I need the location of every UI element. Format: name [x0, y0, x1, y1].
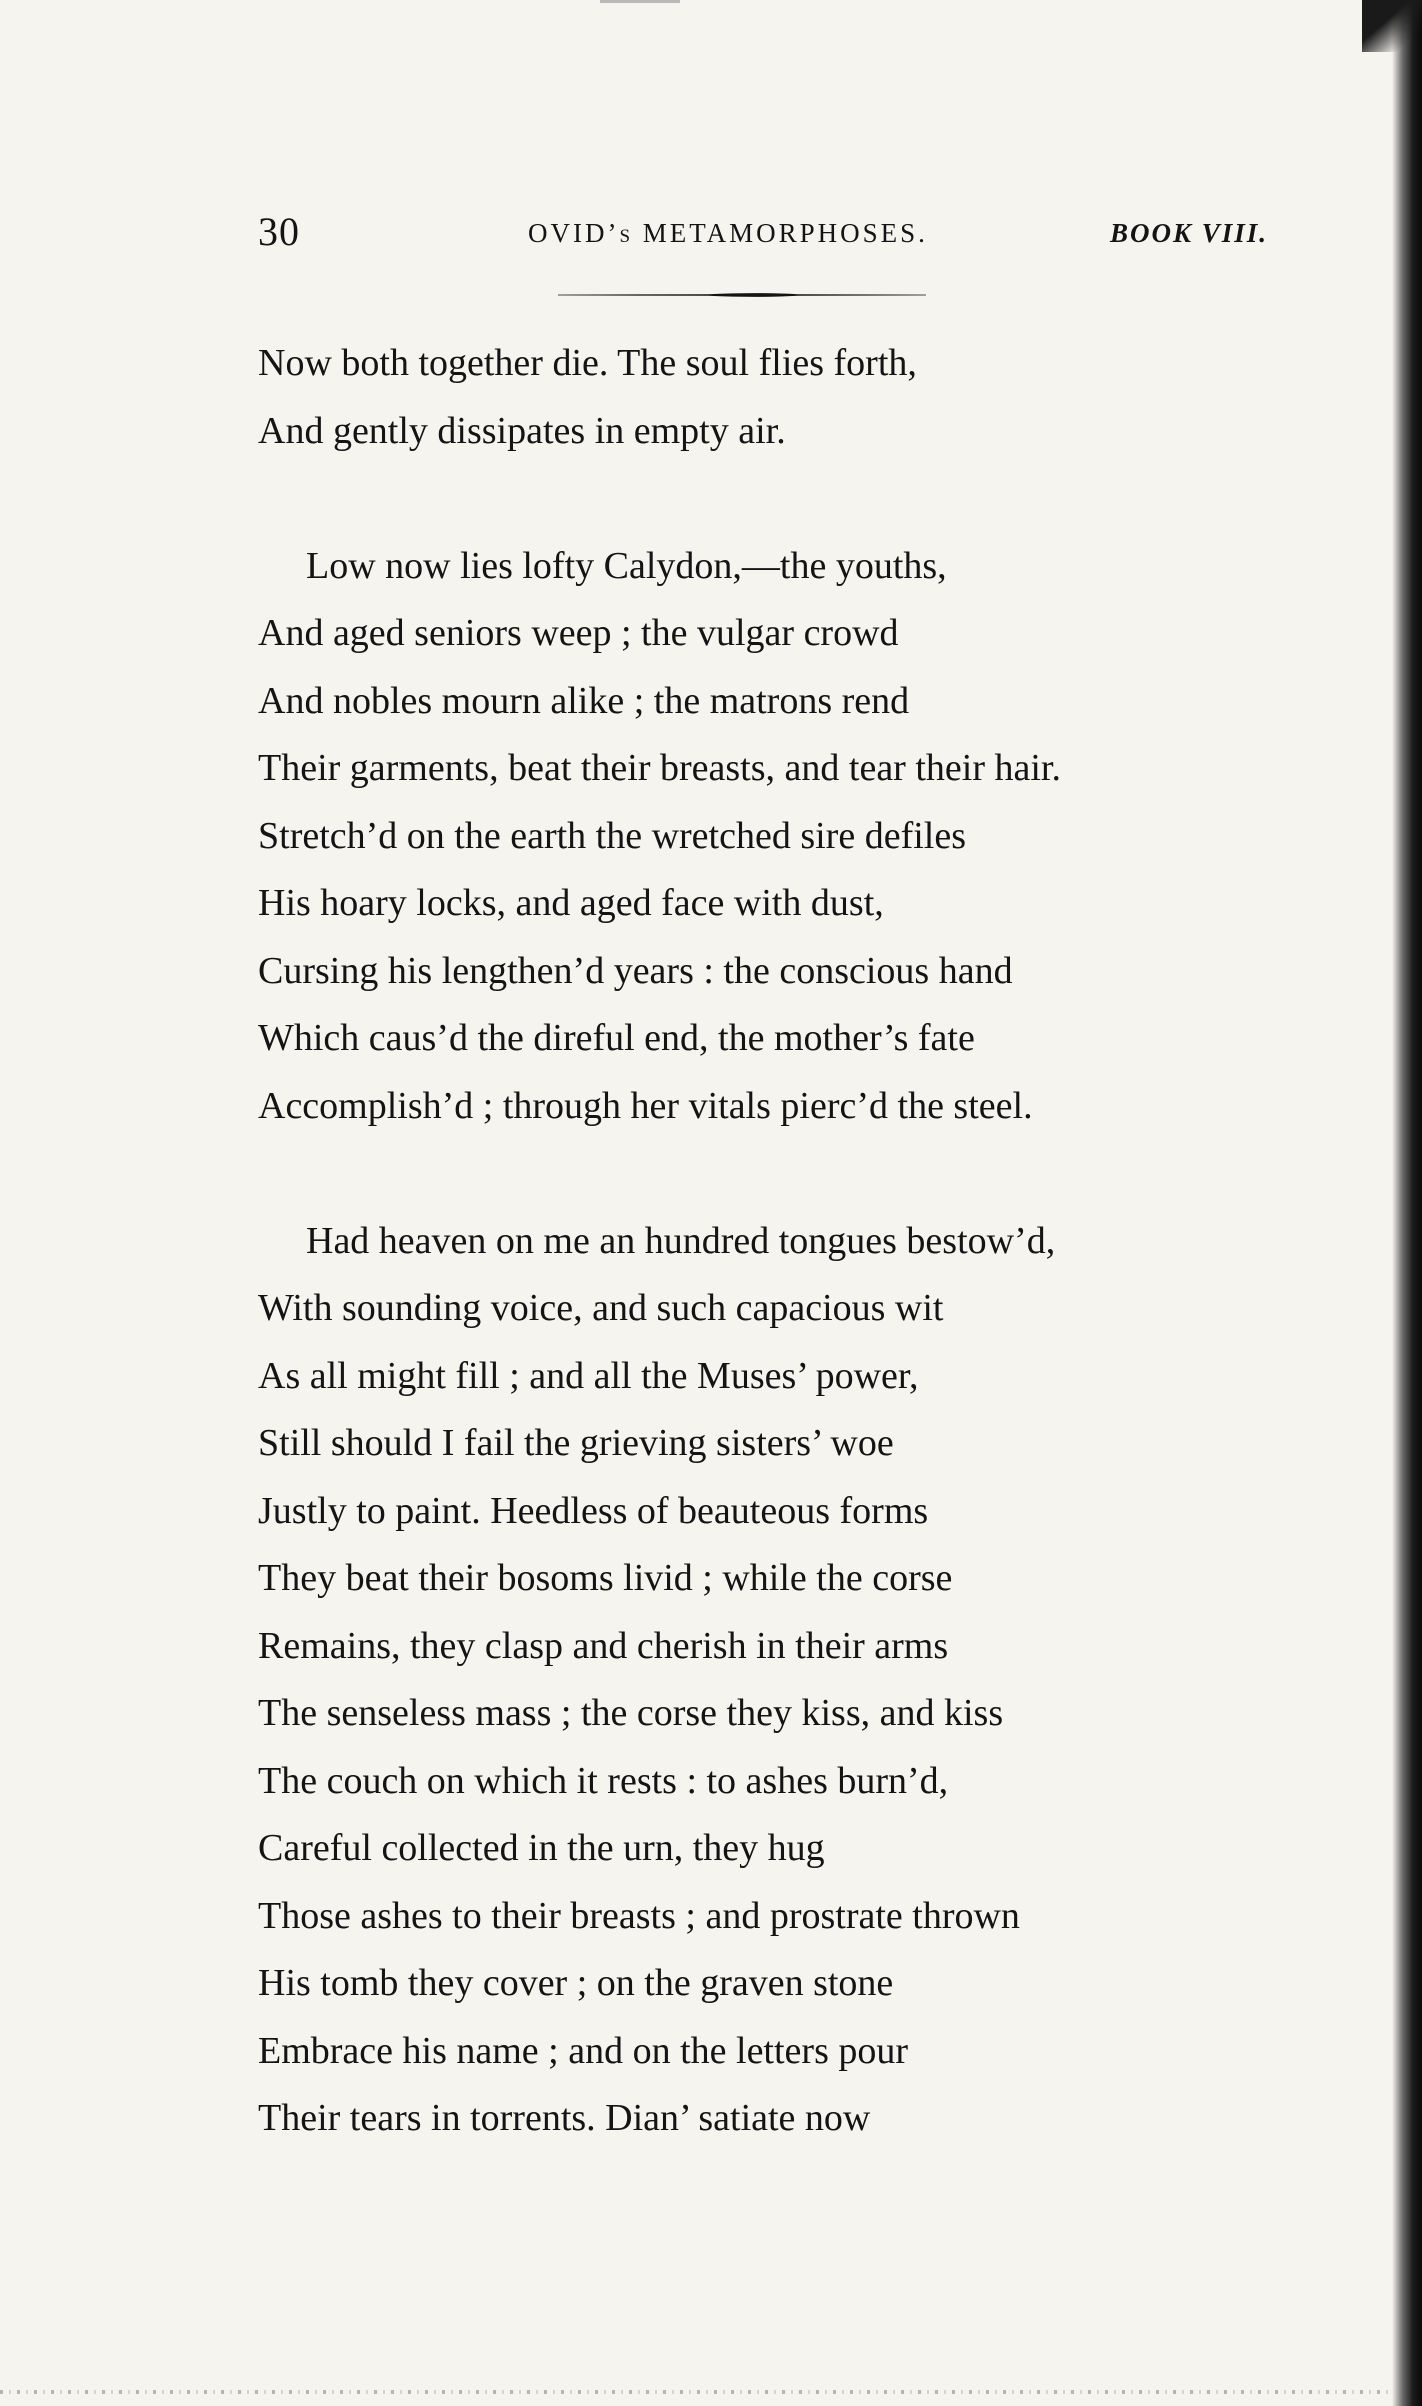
- stanza: [258, 533, 1238, 1141]
- header-rule: [558, 292, 926, 298]
- scan-artifact-top: [600, 0, 680, 3]
- verse-line: His hoary locks, and aged face with dust,: [258, 882, 884, 924]
- binding-corner: [1362, 0, 1422, 52]
- verse-line: Low now lies lofty Calydon,—the youths,: [306, 544, 947, 587]
- verse-line: Cursing his lengthen’d years : the conscious hand: [258, 949, 1013, 992]
- verse-line: Now both together die. The soul flies forth,: [258, 342, 917, 384]
- stanza: [258, 1208, 1238, 2153]
- stanza-break: [258, 1140, 1238, 1208]
- poem-text: [258, 330, 1238, 2153]
- verse-line: They beat their bosoms livid ; while the corse: [258, 1557, 953, 1599]
- verse-line: Remains, they clasp and cherish in their arms: [258, 1624, 949, 1667]
- verse-line: Careful collected in the urn, they hug: [258, 1827, 825, 1869]
- verse-line: As all might fill ; and all the Muses’ power,: [258, 1354, 919, 1397]
- verse-line: Their garments, beat their breasts, and tear their hair.: [258, 747, 1061, 789]
- verse-line: Stretch’d on the earth the wretched sire defiles: [258, 814, 966, 857]
- verse-line: The senseless mass ; the corse they kiss, and kiss: [258, 1692, 1004, 1734]
- book-label: BOOK VIII.: [1109, 218, 1268, 248]
- binding-edge: [1392, 0, 1422, 2406]
- verse-line: And aged seniors weep ; the vulgar crowd: [258, 612, 899, 654]
- verse-line: Justly to paint. Heedless of beauteous forms: [258, 1489, 929, 1532]
- running-title: OVID’s METAMORPHOSES.: [528, 218, 928, 248]
- verse-line: Which caus’d the direful end, the mother’s fate: [258, 1017, 975, 1059]
- verse-line: And gently dissipates in empty air.: [258, 409, 786, 452]
- verse-line: And nobles mourn alike ; the matrons rend: [258, 679, 910, 722]
- verse-line: Still should I fail the grieving sisters’ woe: [258, 1422, 894, 1464]
- verse-line: With sounding voice, and such capacious wit: [258, 1287, 944, 1329]
- page-number: 30: [258, 209, 300, 254]
- rule-ornament: [558, 292, 926, 298]
- verse-line: Their tears in torrents. Dian’ satiate now: [258, 2097, 871, 2139]
- verse-line: Accomplish’d ; through her vitals pierc’d the steel.: [258, 1084, 1033, 1127]
- verse-line: His tomb they cover ; on the graven stone: [258, 1962, 894, 2004]
- running-header: [258, 208, 1268, 258]
- verse-line: Embrace his name ; and on the letters pour: [258, 2029, 909, 2072]
- verse-line: Those ashes to their breasts ; and prostrate thrown: [258, 1894, 1020, 1937]
- stanza-break: [258, 465, 1238, 533]
- verse-line: Had heaven on me an hundred tongues bestow’d,: [306, 1219, 1056, 1262]
- stanza: [258, 330, 1238, 465]
- scan-artifact-bottom: [0, 2390, 1390, 2394]
- verse-line: The couch on which it rests : to ashes burn’d,: [258, 1759, 949, 1802]
